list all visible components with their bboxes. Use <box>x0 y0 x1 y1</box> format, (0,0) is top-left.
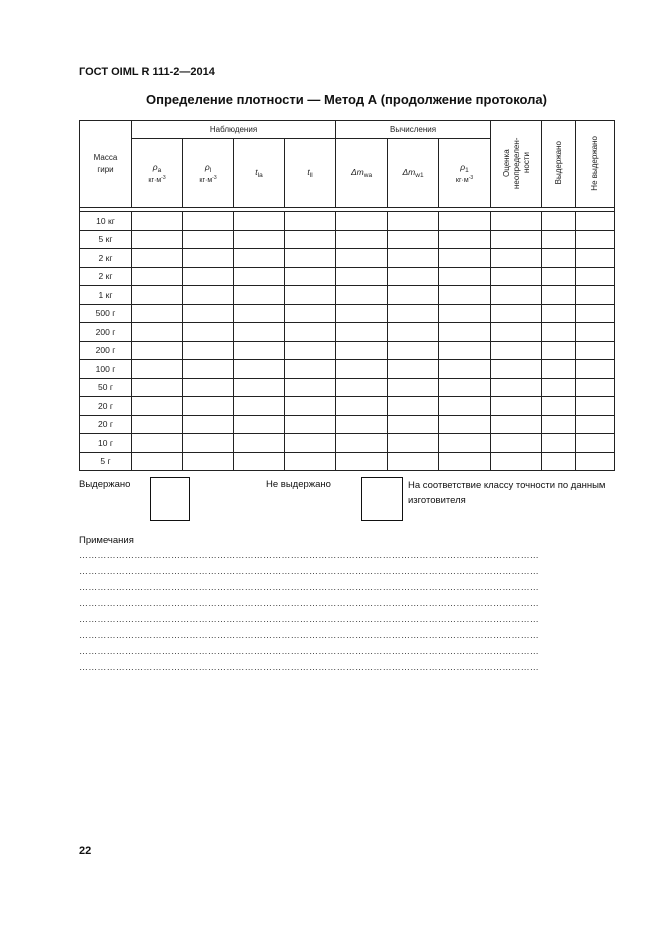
table-cell[interactable] <box>285 230 336 249</box>
table-cell[interactable] <box>439 267 491 286</box>
table-row <box>80 341 615 360</box>
table-cell[interactable] <box>234 434 285 453</box>
table-cell[interactable] <box>285 378 336 397</box>
table-cell[interactable] <box>439 434 491 453</box>
table-cell[interactable] <box>542 378 576 397</box>
table-cell[interactable] <box>491 452 542 471</box>
notes-line[interactable]: …………………………………………………………………………………………………………………………………… <box>79 614 539 624</box>
notes-line[interactable]: …………………………………………………………………………………………………………………………………… <box>79 646 539 656</box>
table-cell[interactable] <box>183 212 234 231</box>
table-cell[interactable] <box>576 323 615 342</box>
table-cell[interactable] <box>183 286 234 305</box>
table-cell[interactable] <box>542 304 576 323</box>
table-cell[interactable] <box>491 267 542 286</box>
table-cell[interactable] <box>183 304 234 323</box>
table-cell[interactable] <box>183 397 234 416</box>
table-cell[interactable] <box>439 341 491 360</box>
table-row <box>80 360 615 379</box>
page-number: 22 <box>79 845 92 857</box>
table-cell[interactable] <box>336 212 388 231</box>
table-cell[interactable] <box>576 249 615 268</box>
table-cell[interactable] <box>336 397 388 416</box>
table-cell[interactable] <box>336 267 388 286</box>
table-cell[interactable] <box>285 397 336 416</box>
table-cell[interactable] <box>491 212 542 231</box>
table-cell[interactable] <box>388 360 439 379</box>
table-cell[interactable] <box>491 397 542 416</box>
table-cell[interactable] <box>491 286 542 305</box>
table-cell[interactable] <box>132 304 183 323</box>
notes-line[interactable]: …………………………………………………………………………………………………………………………………… <box>79 598 539 608</box>
table-cell[interactable] <box>336 304 388 323</box>
table-cell[interactable] <box>491 360 542 379</box>
table-cell[interactable] <box>285 434 336 453</box>
mass-cell: 100 г <box>80 360 132 379</box>
t-ll-header: $t_{ll}$ <box>285 139 336 208</box>
failed-checkbox[interactable] <box>361 477 403 521</box>
table-cell[interactable] <box>491 249 542 268</box>
dm-wa-header: $\Delta m_{wa}$ <box>336 139 388 208</box>
notes-line[interactable]: …………………………………………………………………………………………………………………………………… <box>79 566 539 576</box>
notes-line[interactable]: …………………………………………………………………………………………………………………………………… <box>79 630 539 640</box>
table-cell[interactable] <box>183 230 234 249</box>
table-cell[interactable] <box>285 304 336 323</box>
mass-cell: 2 кг <box>80 249 132 268</box>
table-cell[interactable] <box>388 323 439 342</box>
notes-line[interactable]: …………………………………………………………………………………………………………………………………… <box>79 550 539 560</box>
table-cell[interactable] <box>542 360 576 379</box>
table-cell[interactable] <box>132 249 183 268</box>
mass-cell: 2 кг <box>80 267 132 286</box>
table-cell[interactable] <box>576 267 615 286</box>
dm-w1-header: $\Delta m_{w1}$ <box>388 139 439 208</box>
table-cell[interactable] <box>439 323 491 342</box>
notes-line[interactable]: …………………………………………………………………………………………………………………………………… <box>79 662 539 672</box>
page-title: Определение плотности — Метод А (продолжение протокола) <box>146 92 547 107</box>
conformity-label: На соответствие классу точности по данным изготовителя <box>408 480 606 506</box>
uncertainty-header: Оценка неопределен-ности <box>491 121 542 208</box>
table-cell[interactable] <box>388 212 439 231</box>
table-cell[interactable] <box>491 304 542 323</box>
table-row <box>80 323 615 342</box>
table-cell[interactable] <box>542 397 576 416</box>
table-cell[interactable] <box>388 452 439 471</box>
rho-l-header: $\rho_l$ $кг\cdot м^{-3}$ <box>183 139 234 208</box>
table-cell[interactable] <box>576 452 615 471</box>
standard-designation: ГОСТ OIML R 111-2—2014 <box>79 66 215 78</box>
table-cell[interactable] <box>576 415 615 434</box>
table-cell[interactable] <box>576 286 615 305</box>
table-cell[interactable] <box>183 452 234 471</box>
table-cell[interactable] <box>183 360 234 379</box>
table-cell[interactable] <box>388 397 439 416</box>
table-cell[interactable] <box>542 267 576 286</box>
table-cell[interactable] <box>285 360 336 379</box>
table-cell[interactable] <box>183 341 234 360</box>
table-cell[interactable] <box>388 304 439 323</box>
table-cell[interactable] <box>234 230 285 249</box>
table-cell[interactable] <box>336 378 388 397</box>
table-cell[interactable] <box>439 397 491 416</box>
rho-a-header: $\rho_a$ $кг\cdot м^{-3}$ <box>132 139 183 208</box>
table-cell[interactable] <box>491 323 542 342</box>
table-cell[interactable] <box>542 415 576 434</box>
table-cell[interactable] <box>336 323 388 342</box>
table-cell[interactable] <box>183 249 234 268</box>
t-la-header: $t_{la}$ <box>234 139 285 208</box>
table-cell[interactable] <box>183 434 234 453</box>
table-cell[interactable] <box>132 452 183 471</box>
table-cell[interactable] <box>542 230 576 249</box>
table-cell[interactable] <box>542 286 576 305</box>
table-cell[interactable] <box>132 212 183 231</box>
mass-cell: 20 г <box>80 415 132 434</box>
notes-label: Примечания <box>79 535 134 546</box>
table-cell[interactable] <box>576 341 615 360</box>
table-cell[interactable] <box>388 434 439 453</box>
table-cell[interactable] <box>285 415 336 434</box>
table-cell[interactable] <box>132 434 183 453</box>
table-cell[interactable] <box>234 212 285 231</box>
table-cell[interactable] <box>576 360 615 379</box>
table-cell[interactable] <box>132 323 183 342</box>
passed-label: Выдержано <box>79 479 131 490</box>
table-cell[interactable] <box>234 452 285 471</box>
table-cell[interactable] <box>388 230 439 249</box>
table-cell[interactable] <box>336 452 388 471</box>
mass-cell: 10 кг <box>80 212 132 231</box>
table-cell[interactable] <box>439 212 491 231</box>
table-cell[interactable] <box>542 341 576 360</box>
table-cell[interactable] <box>576 378 615 397</box>
mass-header: Масса гири <box>80 121 132 208</box>
table-cell[interactable] <box>285 212 336 231</box>
table-row <box>80 230 615 249</box>
table-cell[interactable] <box>542 452 576 471</box>
table-cell[interactable] <box>285 341 336 360</box>
table-cell[interactable] <box>183 323 234 342</box>
table-cell[interactable] <box>132 230 183 249</box>
table-cell[interactable] <box>576 304 615 323</box>
table-cell[interactable] <box>183 267 234 286</box>
table-row <box>80 452 615 471</box>
table-cell[interactable] <box>234 360 285 379</box>
table-cell[interactable] <box>285 249 336 268</box>
table-cell[interactable] <box>336 360 388 379</box>
mass-cell: 20 г <box>80 397 132 416</box>
table-cell[interactable] <box>439 415 491 434</box>
table-cell[interactable] <box>491 415 542 434</box>
passed-header: Выдержано <box>542 121 576 208</box>
protocol-table <box>79 120 615 471</box>
table-row <box>80 212 615 231</box>
table-cell[interactable] <box>576 230 615 249</box>
table-cell[interactable] <box>439 452 491 471</box>
mass-cell: 5 г <box>80 452 132 471</box>
table-cell[interactable] <box>336 434 388 453</box>
table-row <box>80 434 615 453</box>
table-cell[interactable] <box>388 267 439 286</box>
table-cell[interactable] <box>439 378 491 397</box>
mass-cell: 200 г <box>80 323 132 342</box>
table-cell[interactable] <box>542 212 576 231</box>
notes-line[interactable]: …………………………………………………………………………………………………………………………………… <box>79 582 539 592</box>
table-row <box>80 397 615 416</box>
table-row <box>80 249 615 268</box>
table-cell[interactable] <box>285 267 336 286</box>
table-cell[interactable] <box>132 267 183 286</box>
table-cell[interactable] <box>234 341 285 360</box>
table-cell[interactable] <box>576 397 615 416</box>
table-cell[interactable] <box>388 341 439 360</box>
mass-cell: 1 кг <box>80 286 132 305</box>
table-cell[interactable] <box>234 323 285 342</box>
table-cell[interactable] <box>234 397 285 416</box>
table-cell[interactable] <box>336 249 388 268</box>
table-cell[interactable] <box>576 212 615 231</box>
table-cell[interactable] <box>336 230 388 249</box>
mass-cell: 200 г <box>80 341 132 360</box>
calculations-header: Вычисления <box>336 121 491 139</box>
table-cell[interactable] <box>234 304 285 323</box>
table-cell[interactable] <box>234 378 285 397</box>
table-cell[interactable] <box>234 415 285 434</box>
table-cell[interactable] <box>183 415 234 434</box>
mass-cell: 50 г <box>80 378 132 397</box>
table-cell[interactable] <box>388 378 439 397</box>
table-cell[interactable] <box>388 415 439 434</box>
table-row <box>80 267 615 286</box>
table-cell[interactable] <box>183 378 234 397</box>
table-cell[interactable] <box>336 286 388 305</box>
table-cell[interactable] <box>132 341 183 360</box>
table-cell[interactable] <box>336 415 388 434</box>
table-cell[interactable] <box>491 341 542 360</box>
table-row <box>80 286 615 305</box>
table-row <box>80 415 615 434</box>
table-cell[interactable] <box>388 286 439 305</box>
table-cell[interactable] <box>439 249 491 268</box>
observations-header: Наблюдения <box>132 121 336 139</box>
table-cell[interactable] <box>439 304 491 323</box>
table-cell[interactable] <box>234 267 285 286</box>
table-cell[interactable] <box>491 378 542 397</box>
table-cell[interactable] <box>542 249 576 268</box>
mass-cell: 5 кг <box>80 230 132 249</box>
table-cell[interactable] <box>132 360 183 379</box>
mass-cell: 10 г <box>80 434 132 453</box>
table-cell[interactable] <box>234 249 285 268</box>
table-cell[interactable] <box>336 341 388 360</box>
table-cell[interactable] <box>491 434 542 453</box>
table-cell[interactable] <box>132 397 183 416</box>
table-cell[interactable] <box>576 434 615 453</box>
table-cell[interactable] <box>491 230 542 249</box>
failed-header: Не выдержано <box>576 121 615 208</box>
table-cell[interactable] <box>439 360 491 379</box>
table-cell[interactable] <box>285 323 336 342</box>
rho-1-header: $\rho_1$ $кг\cdot м^{-3}$ <box>439 139 491 208</box>
table-cell[interactable] <box>388 249 439 268</box>
table-row <box>80 378 615 397</box>
table-row <box>80 304 615 323</box>
table-cell[interactable] <box>285 452 336 471</box>
mass-cell: 500 г <box>80 304 132 323</box>
table-cell[interactable] <box>132 378 183 397</box>
table-cell[interactable] <box>132 286 183 305</box>
table-cell[interactable] <box>542 434 576 453</box>
table-cell[interactable] <box>439 230 491 249</box>
passed-checkbox[interactable] <box>150 477 190 521</box>
table-cell[interactable] <box>234 286 285 305</box>
table-cell[interactable] <box>542 323 576 342</box>
table-cell[interactable] <box>285 286 336 305</box>
table-cell[interactable] <box>439 286 491 305</box>
table-cell[interactable] <box>132 415 183 434</box>
failed-label: Не выдержано <box>266 479 331 490</box>
